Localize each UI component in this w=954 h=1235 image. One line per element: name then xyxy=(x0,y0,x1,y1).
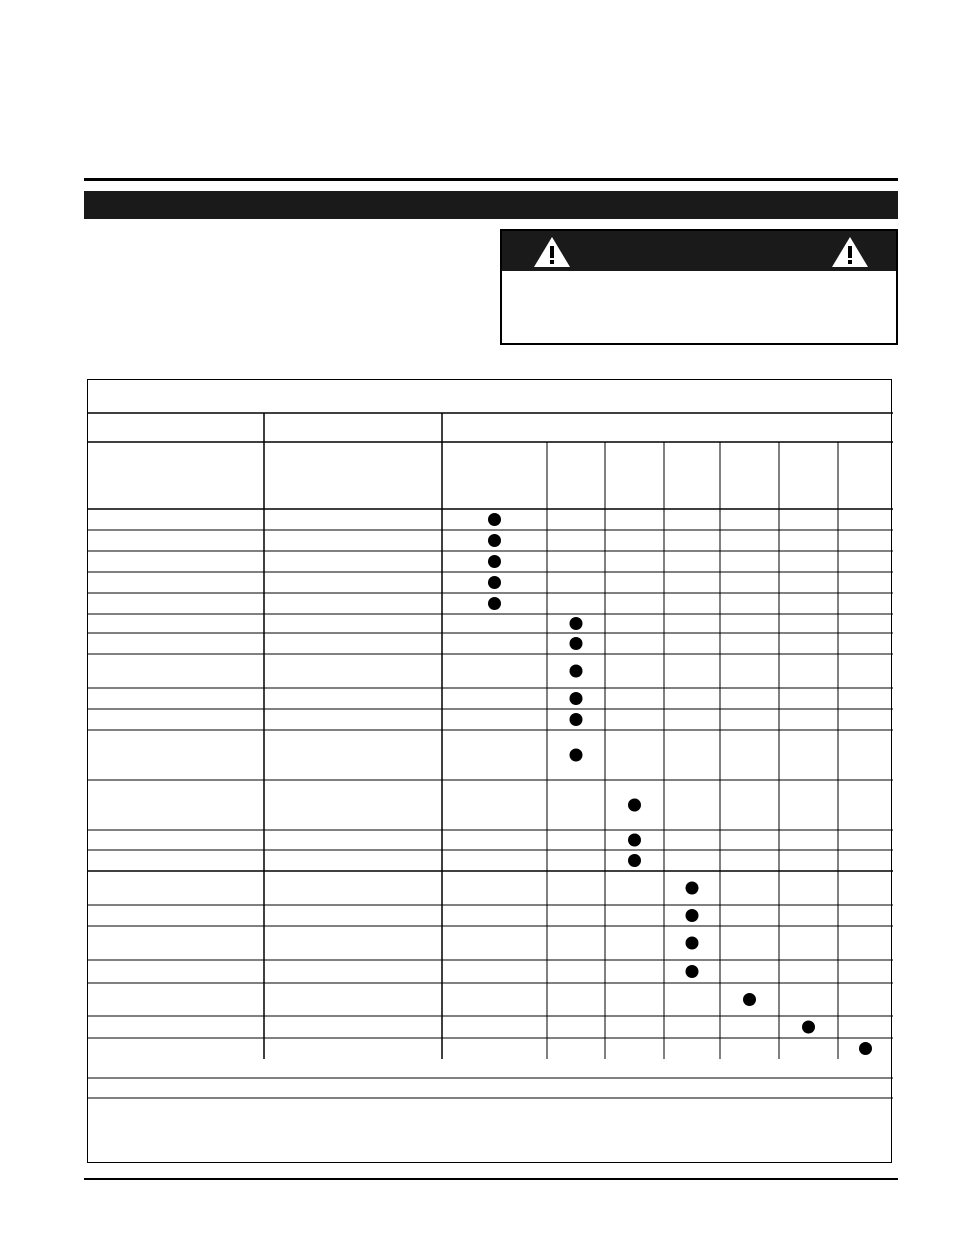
warning-triangle-icon xyxy=(532,235,572,269)
filled-circle-icon xyxy=(743,993,756,1006)
filled-circle-icon xyxy=(488,513,501,526)
filled-circle-icon xyxy=(488,534,501,547)
filled-circle-icon xyxy=(686,882,699,895)
filled-circle-icon xyxy=(859,1042,872,1055)
warning-header xyxy=(502,231,896,271)
filled-circle-icon xyxy=(570,692,583,705)
filled-circle-icon xyxy=(488,597,501,610)
bottom-rule xyxy=(84,1178,898,1180)
filled-circle-icon xyxy=(488,576,501,589)
troubleshooting-table xyxy=(87,379,892,1163)
warning-triangle-icon xyxy=(830,235,870,269)
filled-circle-icon xyxy=(570,749,583,762)
warning-box xyxy=(500,229,898,345)
filled-circle-icon xyxy=(628,799,641,812)
filled-circle-icon xyxy=(686,909,699,922)
filled-circle-icon xyxy=(686,937,699,950)
filled-circle-icon xyxy=(802,1021,815,1034)
filled-circle-icon xyxy=(570,617,583,630)
table-grid xyxy=(88,380,893,1164)
top-rule xyxy=(84,178,898,181)
section-title-bar xyxy=(84,191,898,219)
filled-circle-icon xyxy=(628,834,641,847)
filled-circle-icon xyxy=(570,665,583,678)
filled-circle-icon xyxy=(570,713,583,726)
filled-circle-icon xyxy=(628,854,641,867)
filled-circle-icon xyxy=(488,555,501,568)
filled-circle-icon xyxy=(570,637,583,650)
filled-circle-icon xyxy=(686,965,699,978)
